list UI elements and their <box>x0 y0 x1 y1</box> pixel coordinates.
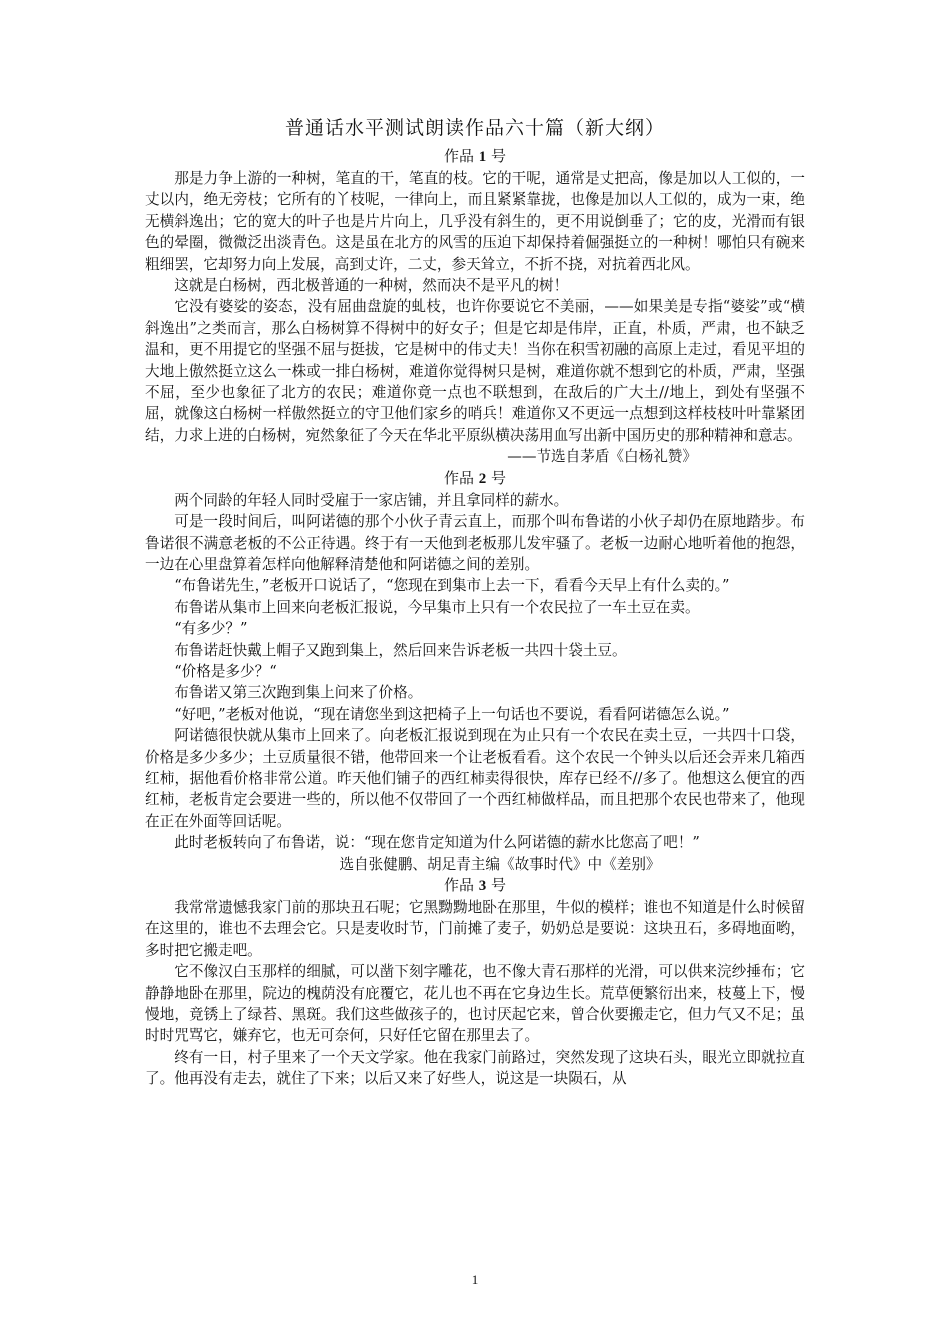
paragraph: 它不像汉白玉那样的细腻，可以凿下刻字雕花，也不像大青石那样的光滑，可以供来浣纱捶布；它静静地卧在那里，院边的槐荫没有庇覆它，花儿也不再在它身边生长。荒草便繁衍出来，枝蔓上下，慢慢地，竟锈上了绿苔、黑斑。我们这些做孩子的，也讨厌起它来，曾合伙要搬走它，但力气又不足；虽时时咒骂它，嫌弃它，也无可奈何，只好任它留在那里去了。 <box>145 963 805 1045</box>
paragraph: “布鲁诺先生，”老板开口说话了，“您现在到集市上去一下，看看今天早上有什么卖的。” <box>174 577 730 595</box>
paragraph: 这就是白杨树，西北极普通的一种树，然而决不是平凡的树！ <box>174 277 569 295</box>
work-heading-suffix: 号 <box>491 147 507 165</box>
paragraph: “价格是多少？“ <box>174 662 277 680</box>
work-heading-3 <box>145 875 805 897</box>
work-heading-prefix: 作品 <box>443 876 474 894</box>
paragraph: “有多少？” <box>174 620 248 638</box>
paragraph: 两个同龄的年轻人同时受雇于一家店铺，并且拿同样的薪水。 <box>174 491 569 509</box>
work-source-1: ——节选自茅盾《白杨礼赞》 <box>507 448 697 466</box>
paragraph: 布鲁诺赶快戴上帽子又跑到集上，然后回来告诉老板一共四十袋土豆。 <box>174 641 627 659</box>
work-section-2 <box>145 468 805 875</box>
document-body <box>145 114 805 1090</box>
work-heading-prefix: 作品 <box>443 468 474 487</box>
paragraph: 那是力争上游的一种树，笔直的干，笔直的枝。它的干呢，通常是丈把高，像是加以人工似的，一丈以内，绝无旁枝；它所有的丫枝呢，一律向上，而且紧紧靠拢，也像是加以人工似的，成为一束，绝无横斜逸出；它的宽大的叶子也是片片向上，几乎没有斜生的，更不用说倒垂了；它的皮，光滑而有银色的晕圈，微微泛出淡青色。这是虽在北方的风雪的压迫下却保持着倔强挺立的一种树！哪怕只有碗来粗细罢，它却努力向上发展，高到丈许，二丈，参天耸立，不折不挠，对抗着西北风。 <box>145 170 805 273</box>
paragraph: 它没有婆娑的姿态，没有屈曲盘旋的虬枝，也许你要说它不美丽，——如果美是专指“婆娑”或“横斜逸出”之类而言，那么白杨树算不得树中的好女子；但是它却是伟岸，正直，朴质，严肃，也不缺乏温和，更不用提它的坚强不屈与挺拔，它是树中的伟丈夫！当你在积雪初融的高原上走过，看见平坦的大地上傲然挺立这么一株或一排白杨树，难道你觉得树只是树，难道你就不想到它的朴质，严肃，坚强不屈，至少也象征了北方的农民；难道你竟一点也不联想到，在敌后的广大土//地上，到处有坚强不屈，就像这白杨树一样傲然挺立的守卫他们家乡的哨兵！难道你又不更远一点想到这样枝枝叶叶靠紧团结，力求上进的白杨树，宛然象征了今天在华北平原纵横决荡用血写出新中国历史的那种精神和意志。 <box>145 298 805 444</box>
work-heading-number: 3 <box>478 878 487 894</box>
work-section-1 <box>145 146 805 468</box>
paragraph: “好吧，”老板对他说，“现在请您坐到这把椅子上一句话也不要说，看看阿诺德怎么说。” <box>174 705 730 723</box>
paragraph: 布鲁诺又第三次跑到集上问来了价格。 <box>174 684 423 702</box>
page-number: 1 <box>471 1272 479 1287</box>
work-section-3 <box>145 875 805 1090</box>
paragraph: 终有一日，村子里来了一个天文学家。他在我家门前路过，突然发现了这块石头，眼光立即就拉直了。他再没有走去，就住了下来；以后又来了好些人，说这是一块陨石，从 <box>145 1048 805 1088</box>
paragraph: 此时老板转向了布鲁诺，说：“现在您肯定知道为什么阿诺德的薪水比您高了吧！” <box>174 834 700 852</box>
paragraph: 可是一段时间后，叫阿诺德的那个小伙子青云直上，而那个叫布鲁诺的小伙子却仍在原地踏步。布鲁诺很不满意老板的不公正待遇。终于有一天他到老板那儿发牢骚了。老板一边耐心地听着他的抱怨，一边在心里盘算着怎样向他解释清楚他和阿诺德之间的差别。 <box>145 513 805 573</box>
work-heading-suffix: 号 <box>491 876 507 894</box>
paragraph: 阿诺德很快就从集市上回来了。向老板汇报说到现在为止只有一个农民在卖土豆，一共四十口袋，价格是多少多少；土豆质量很不错，他带回来一个让老板看看。这个农民一个钟头以后还会弄来几箱西红柿，据他看价格非常公道。昨天他们铺子的西红柿卖得很快，库存已经不//多了。他想这么便宜的西红柿，老板肯定会要进一些的，所以他不仅带回了一个西红柿做样品，而且把那个农民也带来了，他现在正在外面等回话呢。 <box>145 727 805 830</box>
work-heading-2 <box>145 468 805 490</box>
document-title: 普通话水平测试朗读作品六十篇（新大纲） <box>284 117 665 139</box>
work-heading-1 <box>145 146 805 168</box>
paragraph: 我常常遗憾我家门前的那块丑石呢；它黑黝黝地卧在那里，牛似的模样；谁也不知道是什么时候留在这里的，谁也不去理会它。只是麦收时节，门前摊了麦子，奶奶总是要说：这块丑石，多碍地面哟，多时把它搬走吧。 <box>145 899 805 959</box>
work-heading-prefix: 作品 <box>443 147 474 165</box>
work-heading-number: 1 <box>478 149 487 165</box>
paragraph: 布鲁诺从集市上回来向老板汇报说，今早集市上只有一个农民拉了一车土豆在卖。 <box>174 598 700 616</box>
work-heading-suffix: 号 <box>491 468 507 487</box>
work-heading-number: 2 <box>478 470 487 487</box>
work-source-2: 选自张健鹏、胡足青主编《故事时代》中《差别》 <box>339 855 661 873</box>
